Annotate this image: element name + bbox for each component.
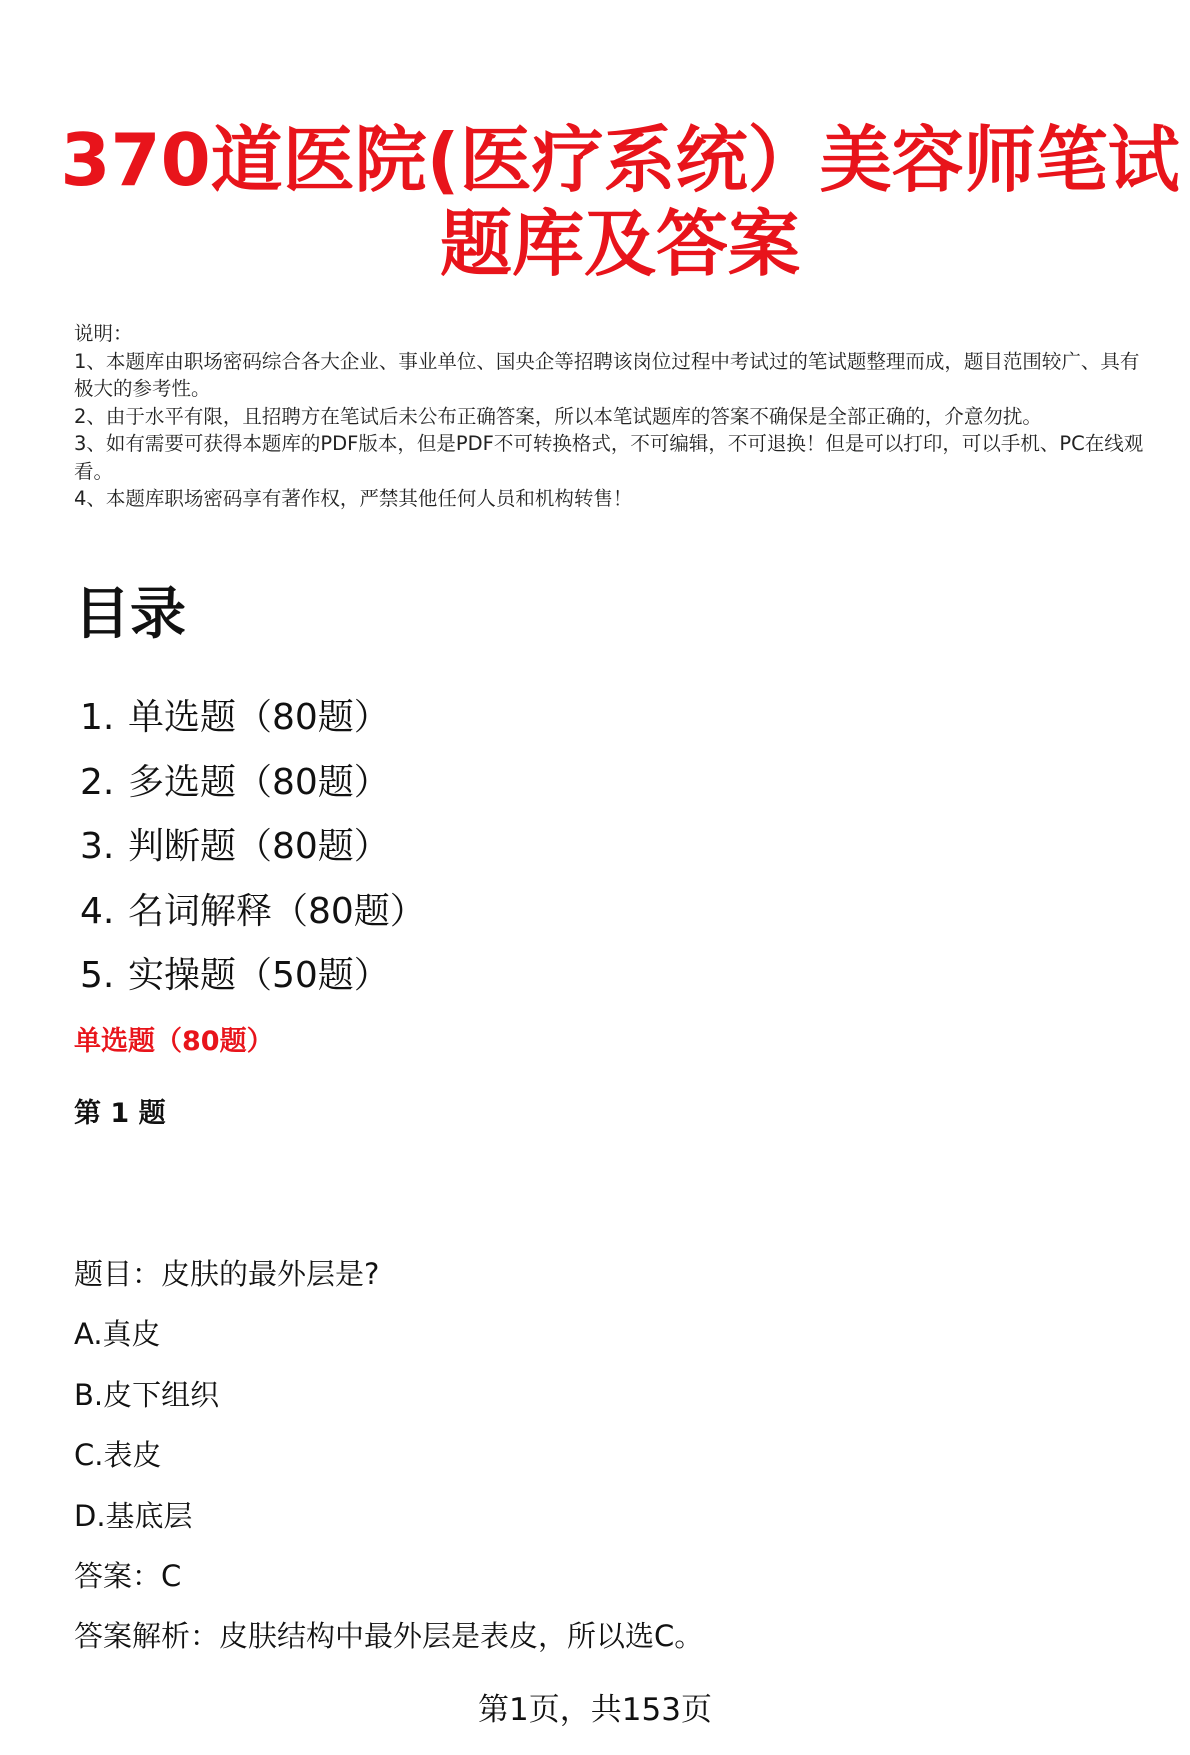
note-item-4: 4、本题库职场密码享有著作权，严禁其他任何人员和机构转售！ xyxy=(74,487,633,510)
toc-item-number: 4. xyxy=(80,890,115,932)
toc-item-term-explanation[interactable] xyxy=(80,880,426,945)
question-number: 第 1 题 xyxy=(74,1098,166,1129)
answer: 答案：C xyxy=(74,1559,182,1594)
notes-heading: 说明： xyxy=(74,322,133,345)
toc-item-label: 多选题（80题） xyxy=(128,761,390,803)
toc-item-number: 3. xyxy=(80,826,115,867)
toc-item-label: 名词解释（80题） xyxy=(128,890,426,932)
question-block xyxy=(74,1244,1146,1667)
toc-item-practical[interactable] xyxy=(80,944,426,1009)
note-item-1: 1、本题库由职场密码综合各大企业、事业单位、国央企等招聘该岗位过程中考试过的笔试题整理而成，题目范围较广、具有极大的参考性。 xyxy=(74,349,1140,400)
toc-item-number: 5. xyxy=(80,955,115,996)
toc-item-number: 2. xyxy=(80,761,115,803)
page-footer: 第1页，共153页 xyxy=(478,1692,712,1728)
note-item-2: 2、由于水平有限，且招聘方在笔试后未公布正确答案，所以本笔试题库的答案不确保是全部正确的，介意勿扰。 xyxy=(74,404,1042,428)
toc-item-label: 单选题（80题） xyxy=(128,697,390,738)
option-c: C.表皮 xyxy=(74,1438,162,1473)
answer-explanation: 答案解析：皮肤结构中最外层是表皮，所以选C。 xyxy=(74,1619,704,1654)
toc-item-single-choice[interactable] xyxy=(80,686,426,751)
toc-item-multiple-choice[interactable] xyxy=(80,751,426,816)
section-title: 单选题（80题） xyxy=(74,1026,274,1057)
toc-item-true-false[interactable] xyxy=(80,815,426,880)
option-b: B.皮下组织 xyxy=(74,1377,220,1412)
notes-block xyxy=(74,320,1146,513)
toc-item-label: 实操题（50题） xyxy=(128,955,390,996)
toc-heading: 目录 xyxy=(74,582,186,647)
option-d: D.基底层 xyxy=(74,1498,193,1533)
toc-item-label: 判断题（80题） xyxy=(128,826,390,867)
note-item-3: 3、如有需要可获得本题库的PDF版本，但是PDF不可转换格式，不可编辑，不可退换！但是可以打印，可以手机、PC在线观看。 xyxy=(74,432,1144,483)
option-a: A.真皮 xyxy=(74,1317,161,1352)
toc-item-number: 1. xyxy=(80,697,115,738)
table-of-contents xyxy=(80,686,426,1009)
question-stem: 题目：皮肤的最外层是? xyxy=(74,1257,380,1291)
document-title: 370道医院(医疗系统）美容师笔试题库及答案 xyxy=(60,118,1180,286)
